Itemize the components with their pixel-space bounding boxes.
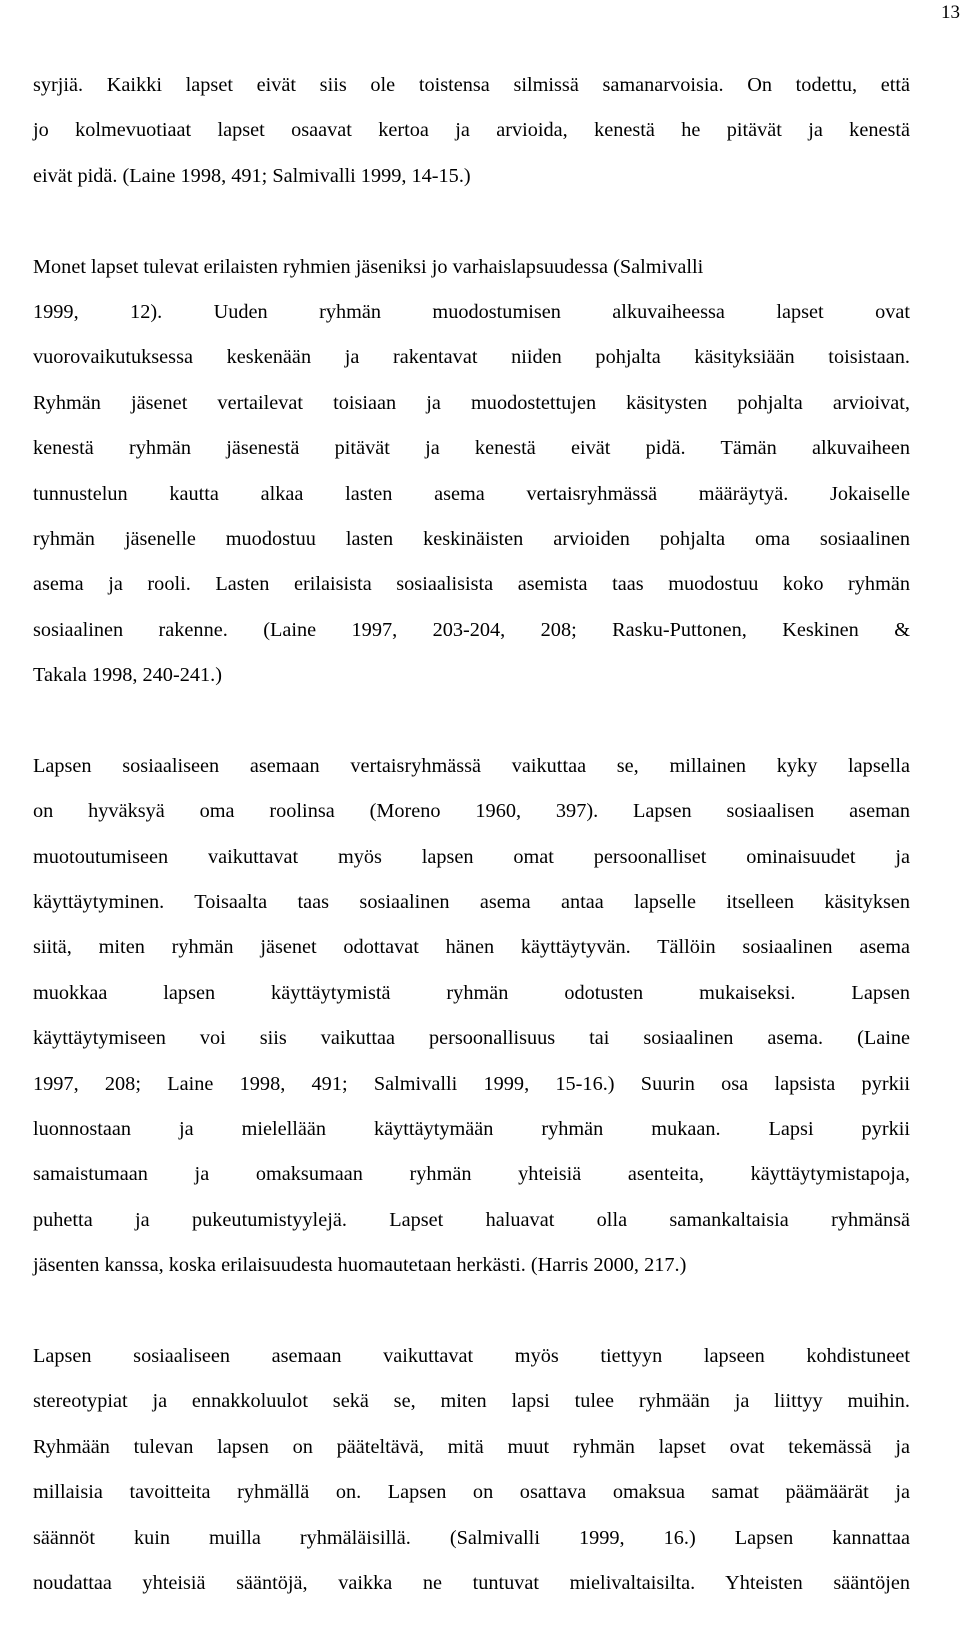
paragraph-1 [33,63,910,199]
text-line: siitä, miten ryhmän jäsenet odottavat hänen käyttäytyvän. Tällöin sosiaalinen asema [33,936,910,959]
text-line: jäsenten kanssa, koska erilaisuudesta huomautetaan herkästi. (Harris 2000, 217.) [33,1254,687,1277]
paragraph-spacer [33,199,910,244]
text-line: asema ja rooli. Lasten erilaisista sosiaalisista asemista taas muodostuu koko ryhmän [33,573,910,596]
text-line: Ryhmän jäsenet vertailevat toisiaan ja muodostettujen käsitysten pohjalta arvioivat, [33,391,910,414]
text-line: käyttäytyminen. Toisaalta taas sosiaalinen asema antaa lapselle itselleen käsityksen [33,891,910,914]
text-line: Lapsen sosiaaliseen asemaan vertaisryhmässä vaikuttaa se, millainen kyky lapsella [33,754,910,777]
text-line: säännöt kuin muilla ryhmäläisillä. (Salmivalli 1999, 16.) Lapsen kannattaa [33,1526,910,1549]
text-line: Ryhmään tulevan lapsen on pääteltävä, mitä muut ryhmän lapset ovat tekemässä ja [33,1435,910,1458]
text-line: on hyväksyä oma roolinsa (Moreno 1960, 397). Lapsen sosiaalisen aseman [33,800,910,823]
paragraph-spacer [33,698,910,743]
text-line: sosiaalinen rakenne. (Laine 1997, 203-204, 208; Rasku-Puttonen, Keskinen & [33,618,910,641]
page-number: 13 [941,2,960,23]
text-line: käyttäytymiseen voi siis vaikuttaa persoonallisuus tai sosiaalinen asema. (Laine [33,1027,910,1050]
text-line: eivät pidä. (Laine 1998, 491; Salmivalli 1999, 14-15.) [33,164,471,187]
text-line: millaisia tavoitteita ryhmällä on. Lapsen on osattava omaksua samat päämäärät ja [33,1481,910,1504]
text-line: syrjiä. Kaikki lapset eivät siis ole toistensa silmissä samanarvoisia. On todettu, että [33,74,910,96]
text-line: 1999, 12). Uuden ryhmän muodostumisen alkuvaiheessa lapset ovat [33,300,910,323]
body-text [33,63,910,1606]
text-line: tunnustelun kautta alkaa lasten asema vertaisryhmässä määräytyä. Jokaiselle [33,482,910,505]
text-line: ryhmän jäsenelle muodostuu lasten keskinäisten arvioiden pohjalta oma sosiaalinen [33,527,910,550]
paragraph-spacer [33,1289,910,1334]
text-line: luonnostaan ja mielellään käyttäytymään ryhmän mukaan. Lapsi pyrkii [33,1117,910,1140]
paragraph-4 [33,1334,910,1606]
paragraph-2 [33,245,910,699]
text-line: 1997, 208; Laine 1998, 491; Salmivalli 1999, 15-16.) Suurin osa lapsista pyrkii [33,1072,910,1095]
text-line: puhetta ja pukeutumistyylejä. Lapset haluavat olla samankaltaisia ryhmänsä [33,1208,910,1231]
text-line: Takala 1998, 240-241.) [33,664,222,687]
text-line: muotoutumiseen vaikuttavat myös lapsen omat persoonalliset ominaisuudet ja [33,845,910,868]
text-line: Lapsen sosiaaliseen asemaan vaikuttavat myös tiettyyn lapseen kohdistuneet [33,1344,910,1367]
text-line: kenestä ryhmän jäsenestä pitävät ja kenestä eivät pidä. Tämän alkuvaiheen [33,437,910,460]
text-line: jo kolmevuotiaat lapset osaavat kertoa ja arvioida, kenestä he pitävät ja kenestä [33,119,910,142]
text-line: noudattaa yhteisiä sääntöjä, vaikka ne tuntuvat mielivaltaisilta. Yhteisten sääntöjen [33,1571,910,1594]
text-line: vuorovaikutuksessa keskenään ja rakentavat niiden pohjalta käsityksiään toisistaan. [33,346,910,369]
text-line: samaistumaan ja omaksumaan ryhmän yhteisiä asenteita, käyttäytymistapoja, [33,1163,910,1186]
text-line: stereotypiat ja ennakkoluulot sekä se, miten lapsi tulee ryhmään ja liittyy muihin. [33,1390,910,1413]
text-line: muokkaa lapsen käyttäytymistä ryhmän odotusten mukaiseksi. Lapsen [33,981,910,1004]
text-line: Monet lapset tulevat erilaisten ryhmien jäseniksi jo varhaislapsuudessa (Salmivalli [33,255,704,278]
paragraph-3 [33,744,910,1289]
